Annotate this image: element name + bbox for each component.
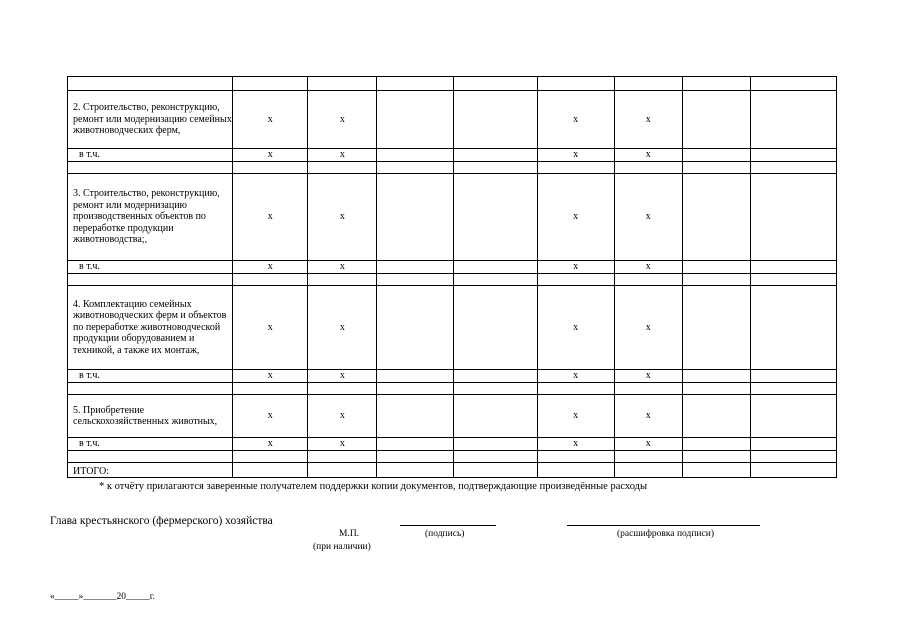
table-cell: [750, 383, 836, 395]
table-cell: [614, 463, 682, 478]
decoding-caption: (расшифровка подписи): [617, 529, 714, 539]
table-cell: [454, 438, 537, 451]
table-cell: [233, 463, 308, 478]
table-cell: [377, 149, 454, 162]
cross-mark: х: [537, 395, 614, 438]
table-cell: [682, 370, 750, 383]
table-cell: [454, 91, 537, 149]
section-title: 2. Строительство, реконструкцию, ремонт или модернизацию семейных животноводческих ферм,: [68, 91, 233, 149]
table-cell: [682, 451, 750, 463]
table-cell: [377, 286, 454, 370]
table-cell: [308, 463, 377, 478]
table-cell: [454, 174, 537, 261]
table-cell: [750, 438, 836, 451]
table-row: [68, 174, 837, 261]
table-cell: [377, 370, 454, 383]
table-cell: [68, 162, 233, 174]
date-line: «_____»_______20_____г.: [50, 592, 155, 602]
head-of-farm-label: Глава крестьянского (фермерского) хозяйства: [50, 515, 273, 527]
table-cell: [682, 174, 750, 261]
section-title: 4. Комплектацию семейных животноводческих ферм и объектов по переработке животноводческой продукции оборудованием и техникой, а также их монтаж,: [68, 286, 233, 370]
table-cell: [682, 149, 750, 162]
cross-mark: х: [233, 261, 308, 274]
table-cell: [308, 451, 377, 463]
cross-mark: х: [537, 370, 614, 383]
table-cell: [377, 162, 454, 174]
table-cell: [377, 174, 454, 261]
cross-mark: х: [537, 261, 614, 274]
table-cell: [454, 395, 537, 438]
section-title: 5. Приобретение сельскохозяйственных животных,: [68, 395, 233, 438]
table-cell: [682, 261, 750, 274]
table-row: [68, 286, 837, 370]
seal-note: (при наличии): [313, 542, 371, 552]
including-label: в т.ч.: [68, 438, 233, 451]
cross-mark: х: [614, 149, 682, 162]
table-cell: [308, 162, 377, 174]
table-cell: [750, 91, 836, 149]
table-cell: [750, 463, 836, 478]
table-cell: [233, 274, 308, 286]
table-cell: [682, 463, 750, 478]
table-row: [68, 395, 837, 438]
cross-mark: х: [233, 286, 308, 370]
table-row: [68, 438, 837, 451]
table-row: [68, 149, 837, 162]
table-cell: [377, 438, 454, 451]
cross-mark: х: [614, 261, 682, 274]
decoding-line: [567, 525, 760, 526]
table-cell: [750, 370, 836, 383]
table-cell: [454, 286, 537, 370]
section-title: 3. Строительство, реконструкцию, ремонт или модернизацию производственных объектов по переработке продукции животноводства;,: [68, 174, 233, 261]
cross-mark: х: [614, 91, 682, 149]
table-cell: [537, 383, 614, 395]
table-cell: [454, 370, 537, 383]
table-cell: [537, 162, 614, 174]
cross-mark: х: [614, 174, 682, 261]
table-cell: [454, 451, 537, 463]
including-label: в т.ч.: [68, 149, 233, 162]
table-cell: [750, 261, 836, 274]
table-cell: [614, 451, 682, 463]
signature-line: [400, 525, 496, 526]
cross-mark: х: [233, 91, 308, 149]
table-cell: [68, 451, 233, 463]
table-cell: [537, 451, 614, 463]
table-cell: [377, 383, 454, 395]
cross-mark: х: [614, 395, 682, 438]
table-cell: [454, 162, 537, 174]
table-row: [68, 463, 837, 478]
table-cell: [682, 91, 750, 149]
table-cell: [682, 274, 750, 286]
seal-label: М.П.: [339, 529, 360, 539]
table-cell: [750, 174, 836, 261]
table-row: [68, 370, 837, 383]
table-cell: [233, 162, 308, 174]
cross-mark: х: [537, 91, 614, 149]
table-cell: [682, 395, 750, 438]
table-cell: [377, 274, 454, 286]
cross-mark: х: [614, 438, 682, 451]
table-row: [68, 383, 837, 395]
table-cell: [454, 261, 537, 274]
cross-mark: х: [233, 370, 308, 383]
signature-caption: (подпись): [425, 529, 465, 539]
including-label: в т.ч.: [68, 261, 233, 274]
cross-mark: х: [233, 438, 308, 451]
table-cell: [682, 286, 750, 370]
table-cell: [750, 286, 836, 370]
table-cell: [537, 463, 614, 478]
cross-mark: х: [537, 438, 614, 451]
table-cell: [68, 383, 233, 395]
total-label: ИТОГО:: [68, 463, 233, 478]
cross-mark: х: [233, 149, 308, 162]
table-cell: [233, 451, 308, 463]
table-cell: [750, 451, 836, 463]
footnote: * к отчёту прилагаются заверенные получателем поддержки копии документов, подтверждающие произведённые расходы: [99, 481, 648, 492]
cross-mark: х: [308, 395, 377, 438]
table-cell: [308, 383, 377, 395]
table-cell: [682, 438, 750, 451]
cross-mark: х: [233, 395, 308, 438]
cross-mark: х: [308, 174, 377, 261]
cross-mark: х: [537, 174, 614, 261]
table-cell: [614, 383, 682, 395]
table-row: [68, 91, 837, 149]
table-cell: [537, 274, 614, 286]
table-cell: [377, 463, 454, 478]
table-row: [68, 451, 837, 463]
cross-mark: х: [308, 149, 377, 162]
including-label: в т.ч.: [68, 370, 233, 383]
cross-mark: х: [614, 370, 682, 383]
table-cell: [614, 162, 682, 174]
table-cell: [454, 383, 537, 395]
table-cell: [750, 162, 836, 174]
cross-mark: х: [537, 149, 614, 162]
table-cell: [68, 274, 233, 286]
table-cell: [308, 274, 377, 286]
cross-mark: х: [537, 286, 614, 370]
table-cell: [377, 451, 454, 463]
table-row: [68, 77, 837, 91]
table-cell: [233, 383, 308, 395]
table-row: [68, 274, 837, 286]
table-row: [68, 261, 837, 274]
cross-mark: х: [614, 286, 682, 370]
table-cell: [454, 149, 537, 162]
table-cell: [750, 274, 836, 286]
cross-mark: х: [308, 261, 377, 274]
table-cell: [377, 395, 454, 438]
table-cell: [454, 274, 537, 286]
table-cell: [750, 149, 836, 162]
table-cell: [682, 162, 750, 174]
cross-mark: х: [233, 174, 308, 261]
cross-mark: х: [308, 438, 377, 451]
cross-mark: х: [308, 286, 377, 370]
table-cell: [682, 383, 750, 395]
table-cell: [750, 395, 836, 438]
cross-mark: х: [308, 91, 377, 149]
table-cell: [377, 261, 454, 274]
table-cell: [614, 274, 682, 286]
expense-report-table: [67, 76, 837, 478]
table-cell: [377, 91, 454, 149]
table-row: [68, 162, 837, 174]
table-cell: [454, 463, 537, 478]
cross-mark: х: [308, 370, 377, 383]
